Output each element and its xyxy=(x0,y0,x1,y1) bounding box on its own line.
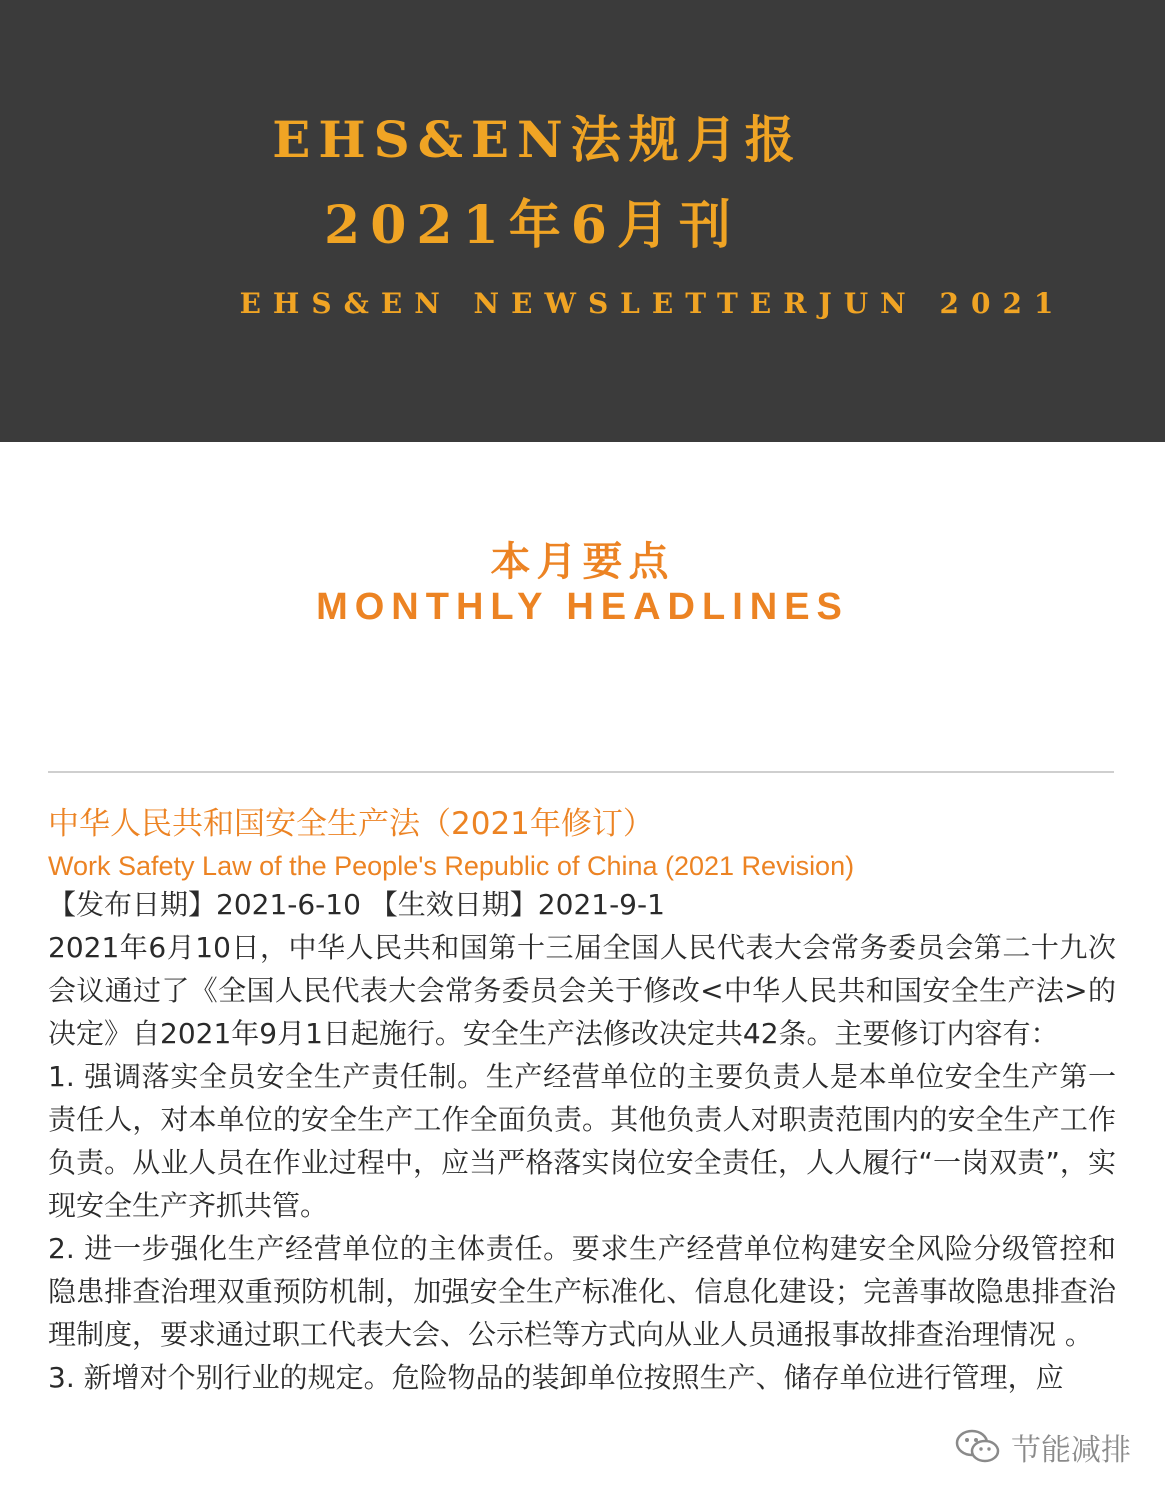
article-paragraph: 2. 进一步强化生产经营单位的主体责任。要求生产经营单位构建安全风险分级管控和隐患排查治理双重预防机制，加强安全生产标准化、信息化建设；完善事故隐患排查治理制度，要求通过职工代表大会、公示栏等方式向从业人员通报事故排查治理情况 。 xyxy=(48,1232,1116,1351)
article xyxy=(48,800,1116,1399)
issue-date-title: 2021年6月刊 xyxy=(324,195,741,256)
article-paragraph: 2021年6月10日，中华人民共和国第十三届全国人民代表大会常务委员会第二十九次会议通过了《全国人民代表大会常务委员会关于修改<中华人民共和国安全生产法>的决定》自2021年9月1日起施行。安全生产法修改决定共42条。主要修订内容有： xyxy=(48,931,1116,1050)
headlines-title-cn: 本月要点 xyxy=(490,539,675,585)
header-banner xyxy=(0,0,1165,442)
article-paragraph: 1. 强调落实全员安全生产责任制。生产经营单位的主要负责人是本单位安全生产第一责任人，对本单位的安全生产工作全面负责。其他负责人对职责范围内的安全生产工作负责。从业人员在作业过程中，应当严格落实岗位安全责任，人人履行“一岗双责”，实现安全生产齐抓共管。 xyxy=(48,1060,1116,1222)
watermark xyxy=(955,1424,1131,1470)
article-dates: 【发布日期】2021-6-10 【生效日期】2021-9-1 xyxy=(48,888,665,921)
article-title-en: Work Safety Law of the People's Republic of China (2021 Revision) xyxy=(48,851,855,881)
newsletter-title: EHS&EN法规月报 xyxy=(272,110,803,169)
section-divider xyxy=(48,771,1114,773)
article-title-cn: 中华人民共和国安全生产法（2021年修订） xyxy=(48,806,654,842)
article-paragraph: 3. 新增对个别行业的规定。危险物品的装卸单位按照生产、储存单位进行管理，应 xyxy=(48,1361,1064,1394)
wechat-icon xyxy=(955,1428,1001,1466)
newsletter-subtitle: EHS&EN NEWSLETTERJUN 2021 xyxy=(239,287,1066,320)
headlines-title-en: MONTHLY HEADLINES xyxy=(316,586,849,628)
watermark-text: 节能减排 xyxy=(1011,1433,1131,1468)
